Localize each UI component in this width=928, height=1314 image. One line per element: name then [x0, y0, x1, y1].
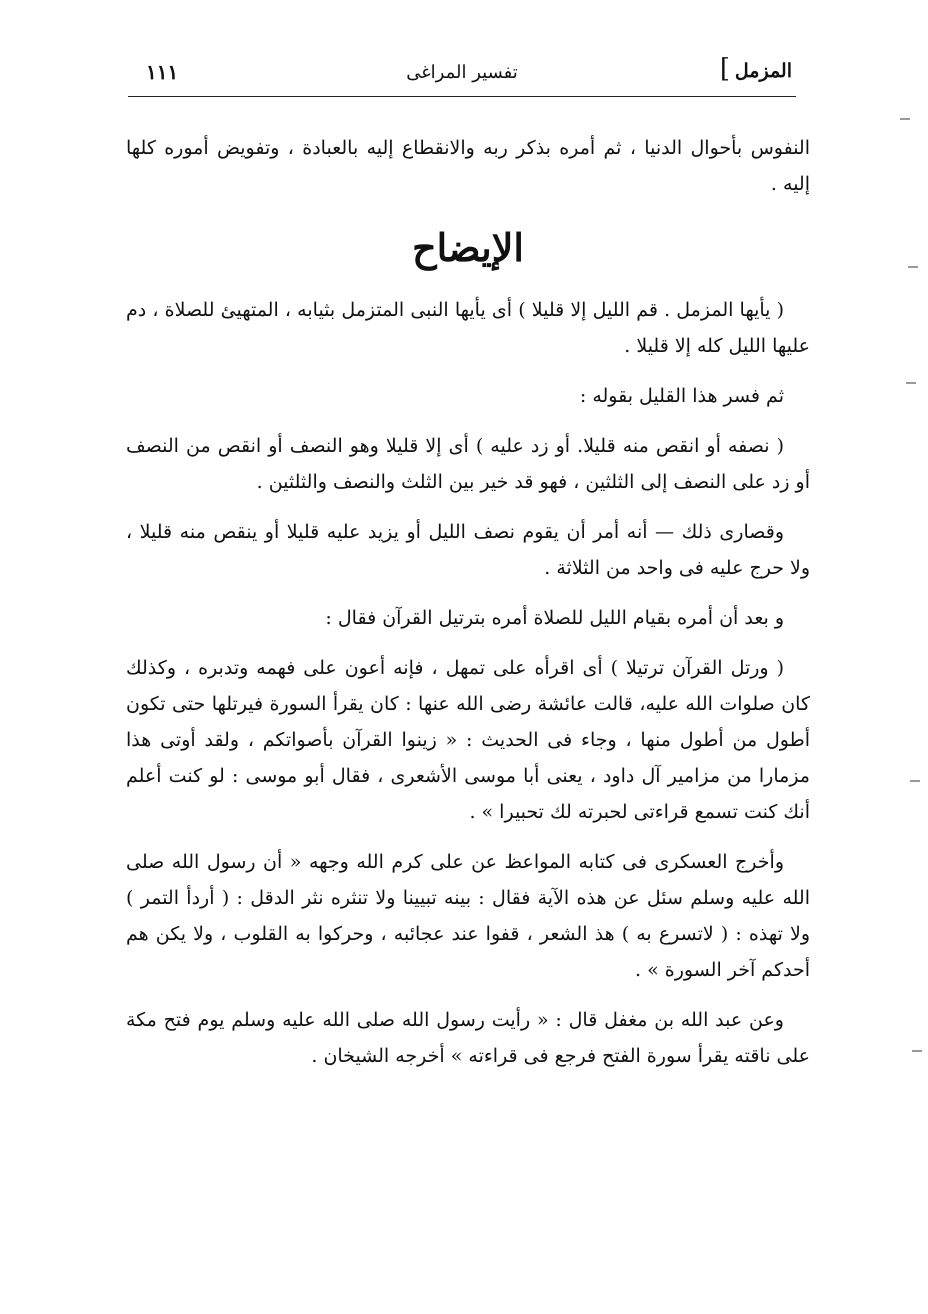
paragraph-hadith: وعن عبد الله بن مغفل قال : « رأيت رسول الله صلى الله عليه وسلم يوم فتح مكة على ناقته يقرأ سورة الفتح فرجع فى قراءته » أخرجه الشيخان .: [126, 1009, 810, 1067]
margin-mark: [906, 382, 916, 384]
margin-mark: [910, 780, 920, 782]
surah-name: المزمل: [734, 60, 792, 82]
paragraph-explanation-1: ثم فسر هذا القليل بقوله :: [579, 385, 784, 407]
margin-mark: [908, 266, 918, 268]
paragraph-summary: وقصارى ذلك — أنه أمر أن يقوم نصف الليل أو يزيد عليه قليلا أو ينقص منه قليلا ، ولا حرج عليه فى واحد من الثلاثة .: [126, 521, 810, 579]
page-body: [126, 130, 810, 1088]
paragraph-verse-1: ( يأيها المزمل . قم الليل إلا قليلا ) أى يأيها النبى المتزمل بثيابه ، المتهيئ للصلاة ، دم عليها الليل كله إلا قليلا .: [126, 299, 810, 357]
paragraph-verse-2: ( نصفه أو انقص منه قليلا. أو زد عليه ) أى إلا قليلا وهو النصف أو انقص من النصف أو زد على النصف إلى الثلثين ، فهو قد خير بين الثلث والنصف والثلثين .: [126, 435, 810, 493]
book-title: تفسير المراغى: [406, 62, 518, 83]
margin-mark: [912, 1050, 922, 1052]
header-divider: [128, 96, 796, 97]
page-number: ١١١: [146, 60, 179, 84]
margin-mark: [900, 118, 910, 120]
paragraph-transition: و بعد أن أمره بقيام الليل للصلاة أمره بترتيل القرآن فقال :: [325, 607, 784, 629]
paragraph-askari: وأخرج العسكرى فى كتابه المواعظ عن على كرم الله وجهه « أن رسول الله صلى الله عليه وسلم سئل عن هذه الآية فقال : بينه تبيينا ولا تنثره نثر الدقل : ( أردأ التمر ) ولا تهذه : ( لاتسرع به ) هذ الشعر ، قفوا عند عجائبه ، وحركوا به القلوب ، ولا يكن هم أحدكم آخر السورة » .: [126, 851, 810, 981]
page-header: [128, 52, 796, 96]
section-title: الإيضاح: [412, 225, 524, 270]
header-bracket: ]: [719, 54, 730, 84]
paragraph-verse-3: ( ورتل القرآن ترتيلا ) أى اقرأه على تمهل ، فإنه أعون على فهمه وتدبره ، وكذلك كان صلوات الله عليه، قالت عائشة رضى الله عنها : كان يقرأ السورة فيرتلها حتى تكون أطول من أطول منها ، وجاء فى الحديث : « زينوا القرآن بأصواتكم ، ولقد أوتى هذا مزمارا من مزامير آل داود ، يعنى أبا موسى الأشعرى ، فقال أبو موسى : لو كنت أعلم أنك كنت تسمع قراءتى لحبرته لك تحبيرا » .: [126, 657, 810, 823]
paragraph-intro: النفوس بأحوال الدنيا ، ثم أمره بذكر ربه والانقطاع إليه بالعبادة ، وتفويض أموره كلها إليه .: [126, 137, 810, 195]
